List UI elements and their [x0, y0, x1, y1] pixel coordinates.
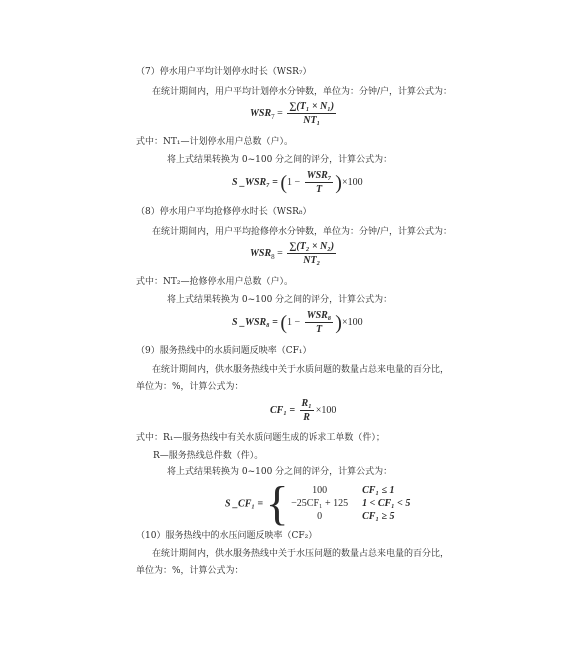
formula-fraction [300, 398, 314, 423]
formula-denominator: NT₂ [303, 255, 321, 266]
formula-s-cf1: S _CF₁ = { 100 CF₁ ≤ 1 −25CF₁ + 125 1 < CF₁ < 5 0 CF₁ ≥ 5 [225, 477, 411, 530]
case-2-value: −25CF₁ + 125 [291, 498, 349, 509]
case-2-cond: 1 < CF₁ < 5 [362, 498, 411, 509]
section-8-note: 式中：NT₂—抢修停水用户总数（户）。 [136, 277, 293, 287]
score-tail: ×100 [341, 316, 363, 328]
case-1-value: 100 [312, 485, 328, 496]
section-8-convert: 将上式结果转换为 0~100 分之间的评分，计算公式为： [167, 295, 393, 305]
formula-lhs-sub: 8 [271, 252, 275, 261]
score-denominator: T [315, 184, 323, 195]
formula-wsr7: $WSR_7$ = $\frac{\text{∑(T₁ × N₁)}}{\text{NT₁}}$ [250, 101, 335, 126]
formula-lhs: CF₁ = [270, 404, 296, 416]
formula-tail: ×100 [315, 404, 337, 416]
formula-denominator: R [303, 412, 310, 423]
piecewise-cases [291, 485, 410, 523]
score-numerator: WSR₈ [306, 310, 332, 321]
section-8-title: （8）停水用户平均抢修停水时长（WSR₈） [136, 207, 312, 217]
score-numerator: WSR₇ [306, 170, 332, 181]
formula-numerator: ∑(T₁ × N₁) [289, 101, 335, 112]
formula-lhs-sub: 7 [271, 112, 275, 121]
section-7-convert: 将上式结果转换为 0~100 分之间的评分，计算公式为： [167, 155, 393, 165]
score-lhs: S _CF₁ = [225, 498, 264, 510]
score-fraction [305, 170, 334, 195]
formula-wsr8: $WSR_8$ = $\frac{\text{∑(T₂ × N₂)}}{\text{NT₂}}$ [250, 241, 335, 266]
formula-numerator: R₁ [301, 398, 312, 409]
section-7-title: （7）停水用户平均计划停水时长（WSR₇） [136, 67, 312, 77]
score-fraction [305, 310, 334, 335]
section-9-note-2: R—服务热线总件数（件）。 [153, 451, 264, 461]
section-9-desc-2: 单位为：%，计算公式为： [136, 382, 244, 392]
section-8-desc: 在统计期间内，用户平均抢修停水分钟数，单位为：分钟/户，计算公式为： [152, 227, 453, 237]
score-lhs: S _WSR₇ = [232, 176, 278, 188]
score-denominator: T [315, 324, 323, 335]
formula-cf1 [270, 398, 336, 423]
formula-s-wsr7: S _WSR₇ = (1 − $\frac{\text{WSR₇}}{T}$ )×100 [232, 170, 363, 195]
section-10-title: （10）服务热线中的水压问题反映率（CF₂） [136, 531, 318, 541]
section-7-note: 式中：NT₁—计划停水用户总数（户）。 [136, 137, 293, 147]
section-10-desc-2: 单位为：%，计算公式为： [136, 566, 244, 576]
formula-lhs: WSR [250, 107, 272, 119]
section-9-title: （9）服务热线中的水质问题反映率（CF₁） [136, 346, 312, 356]
formula-denominator: NT₁ [303, 115, 321, 126]
formula-numerator: ∑(T₂ × N₂) [289, 241, 335, 252]
section-7-desc: 在统计期间内，用户平均计划停水分钟数，单位为：分钟/户，计算公式为： [152, 87, 453, 97]
section-9-convert: 将上式结果转换为 0~100 分之间的评分，计算公式为： [167, 467, 393, 477]
case-3-value: 0 [317, 511, 323, 522]
section-9-note-1: 式中：R₁—服务热线中有关水质问题生成的诉求工单数（件）； [136, 433, 385, 443]
score-tail: ×100 [341, 176, 363, 188]
case-1-cond: CF₁ ≤ 1 [362, 485, 395, 496]
formula-lhs: WSR [250, 247, 272, 259]
case-3-cond: CF₁ ≥ 5 [362, 511, 395, 522]
formula-s-wsr8: S _WSR₈ = (1 − $\frac{\text{WSR₈}}{T}$ )×100 [232, 310, 363, 335]
section-9-desc-1: 在统计期间内，供水服务热线中关于水质问题的数量占总来电量的百分比， [152, 365, 450, 375]
formula-fraction [287, 101, 336, 126]
score-lhs: S _WSR₈ = [232, 316, 278, 328]
formula-fraction [287, 241, 336, 266]
section-10-desc-1: 在统计期间内，供水服务热线中关于水压问题的数量占总来电量的百分比， [152, 549, 450, 559]
